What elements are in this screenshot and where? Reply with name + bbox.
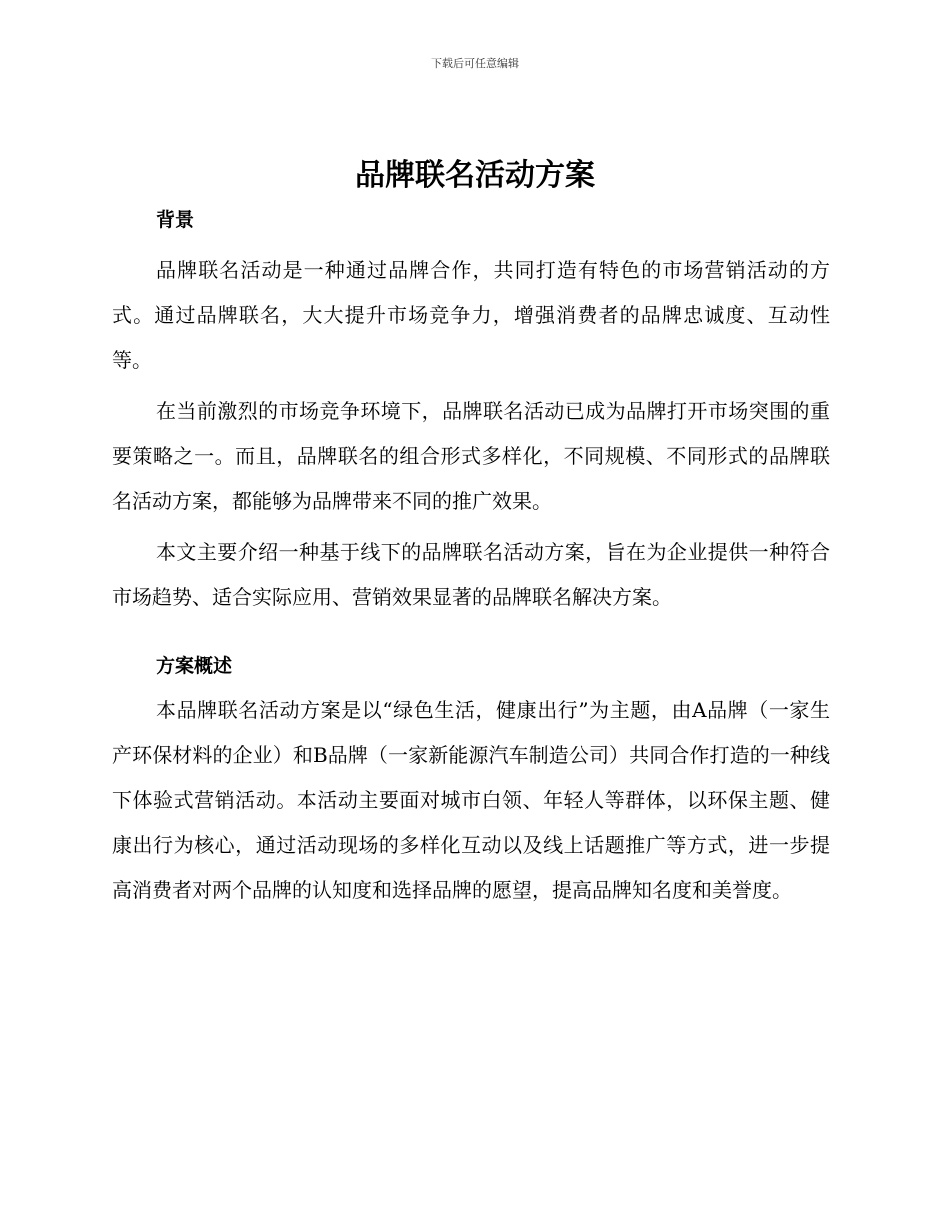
- background-paragraph-1: 品牌联名活动是一种通过品牌合作，共同打造有特色的市场营销活动的方式。通过品牌联名，大大提升市场竞争力，增强消费者的品牌忠诚度、互动性等。: [112, 258, 830, 372]
- section-heading-overview: 方案概述: [156, 655, 233, 677]
- header-note: 下载后可任意编辑: [431, 57, 519, 70]
- overview-paragraph-1: 本品牌联名活动方案是以“绿色生活，健康出行”为主题，由A品牌（一家生产环保材料的企业）和B品牌（一家新能源汽车制造公司）共同合作打造的一种线下体验式营销活动。本活动主要面对城市白领、年轻人等群体，以环保主题、健康出行为核心，通过活动现场的多样化互动以及线上话题推广等方式，进一步提高消费者对两个品牌的认知度和选择品牌的愿望，提高品牌知名度和美誉度。: [112, 698, 830, 902]
- section-heading-background: 背景: [156, 209, 195, 231]
- background-paragraph-3: 本文主要介绍一种基于线下的品牌联名活动方案，旨在为企业提供一种符合市场趋势、适合实际应用、营销效果显著的品牌联名解决方案。: [112, 540, 830, 609]
- background-paragraph-2: 在当前激烈的市场竞争环境下，品牌联名活动已成为品牌打开市场突围的重要策略之一。而且，品牌联名的组合形式多样化，不同规模、不同形式的品牌联名活动方案，都能够为品牌带来不同的推广效果。: [112, 399, 830, 513]
- document-body: [112, 204, 830, 913]
- document-title: 品牌联名活动方案: [355, 158, 595, 193]
